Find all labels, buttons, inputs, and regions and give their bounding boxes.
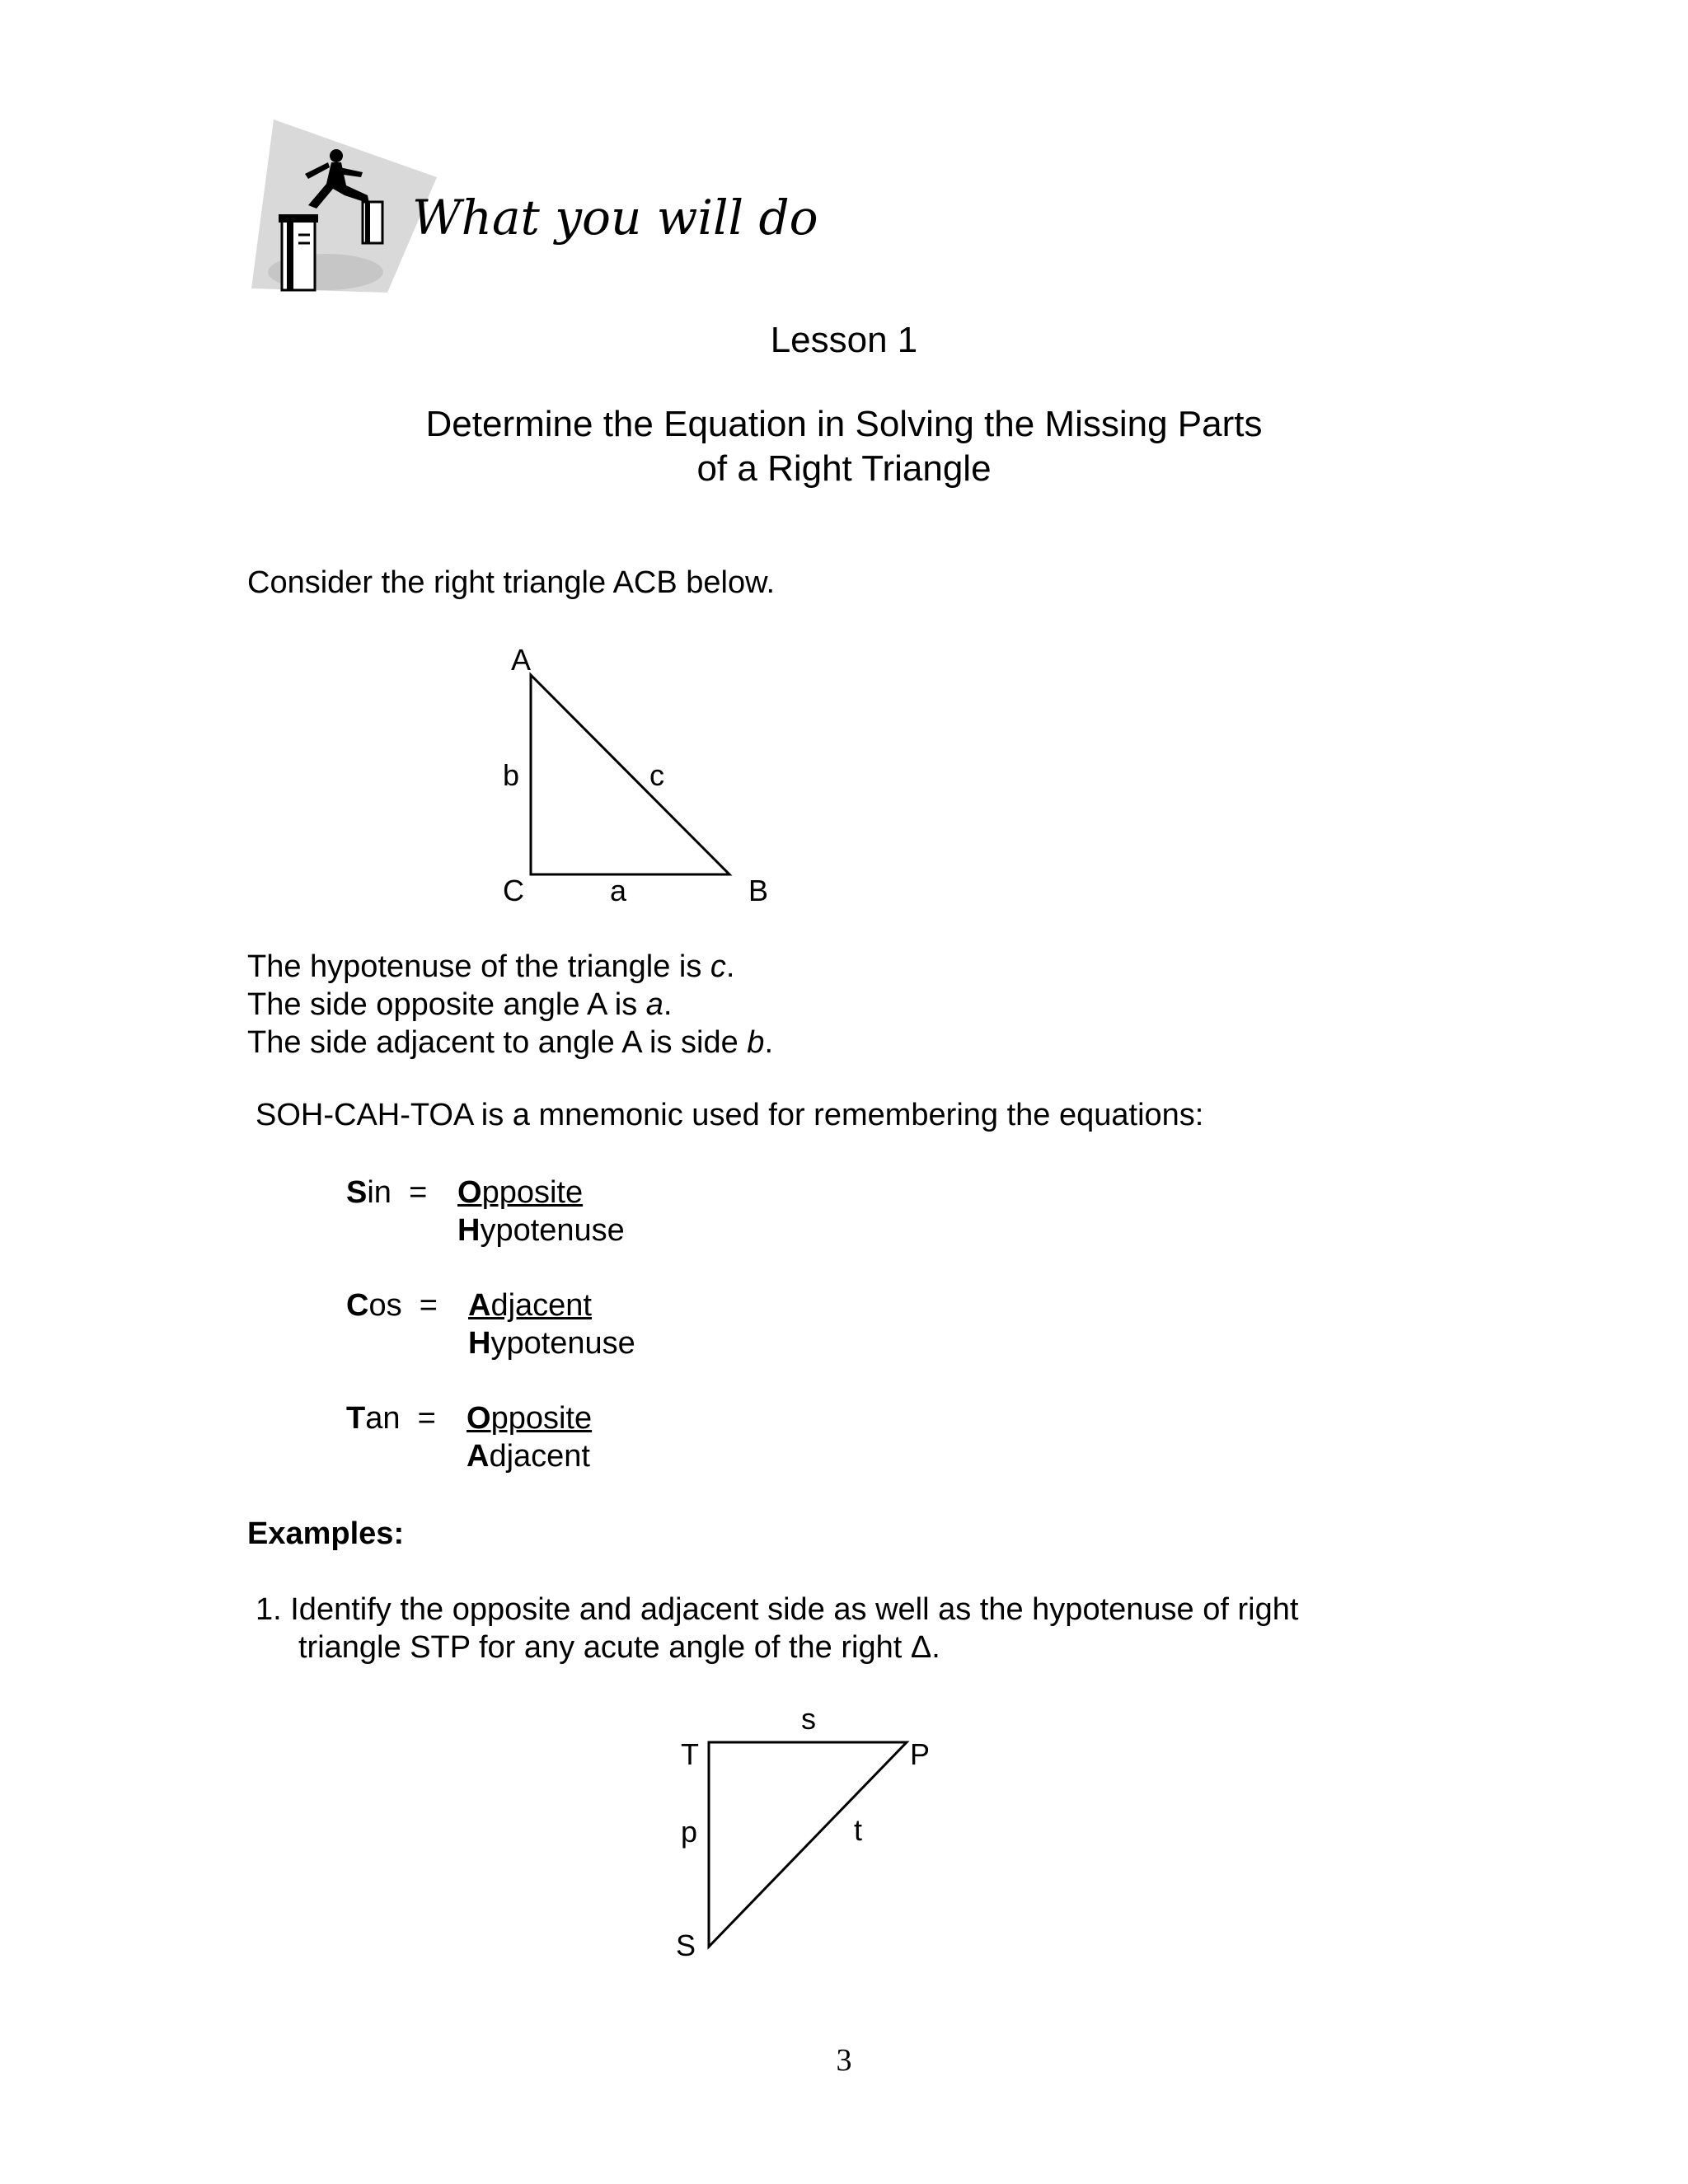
example-item-1-line2: triangle STP for any acute angle of the right Δ. <box>298 1630 940 1665</box>
triangle-acb-shape <box>531 675 729 874</box>
vertex-c-label: C <box>503 874 524 907</box>
sin-denominator: Hypotenuse <box>457 1213 625 1248</box>
fact-opposite: The side opposite angle A is a. <box>247 987 673 1022</box>
lesson-label: Lesson 1 <box>770 320 918 360</box>
facts-block <box>247 948 773 1062</box>
example-item-1 <box>256 1591 1298 1666</box>
vertex-p-label: P <box>910 1737 931 1771</box>
lesson-title <box>0 402 1688 491</box>
tan-numerator: Opposite <box>467 1401 593 1436</box>
vertex-b-label: B <box>748 874 769 907</box>
fact-hypotenuse: The hypotenuse of the triangle is c. <box>247 949 735 984</box>
triangle-stp-diagram <box>706 1739 912 1953</box>
intro-text: Consider the right triangle ACB below. <box>247 565 776 600</box>
cos-denominator: Hypotenuse <box>468 1326 635 1361</box>
page-number: 3 <box>836 2043 852 2078</box>
sin-lhs: Sin = <box>346 1175 428 1210</box>
cos-numerator: Adjacent <box>468 1288 592 1323</box>
cos-fraction <box>468 1286 635 1362</box>
side-a-label: a <box>610 874 627 907</box>
example-item-1-line1: 1. Identify the opposite and adjacent side as well as the hypotenuse of right <box>256 1592 1299 1627</box>
fact-adjacent: The side adjacent to angle A is side b. <box>247 1025 773 1060</box>
tan-fraction <box>467 1399 592 1475</box>
tan-denominator: Adjacent <box>467 1439 590 1474</box>
vertex-a-label: A <box>511 643 532 677</box>
lesson-title-line2: of a Right Triangle <box>696 448 992 489</box>
vertex-t-label: T <box>681 1737 699 1771</box>
side-b-label: b <box>503 758 520 792</box>
side-p-label: p <box>681 1815 698 1849</box>
examples-heading: Examples: <box>247 1516 405 1551</box>
cos-lhs: Cos = <box>346 1288 438 1323</box>
mnemonic-text: SOH-CAH-TOA is a mnemonic used for remembering the equations: <box>256 1098 1204 1132</box>
lesson-title-line1: Determine the Equation in Solving the Missing Parts <box>425 404 1263 444</box>
vertex-s-label: S <box>676 1929 696 1962</box>
side-c-label: c <box>649 758 664 792</box>
triangle-stp-shape <box>709 1742 907 1947</box>
sin-fraction <box>457 1174 625 1249</box>
sin-numerator: Opposite <box>457 1175 584 1210</box>
side-s-label: s <box>801 1702 816 1736</box>
triangle-acb-diagram <box>528 672 742 886</box>
banner-title: What you will do <box>412 190 818 246</box>
tan-lhs: Tan = <box>346 1401 436 1436</box>
side-t-label: t <box>854 1813 863 1847</box>
